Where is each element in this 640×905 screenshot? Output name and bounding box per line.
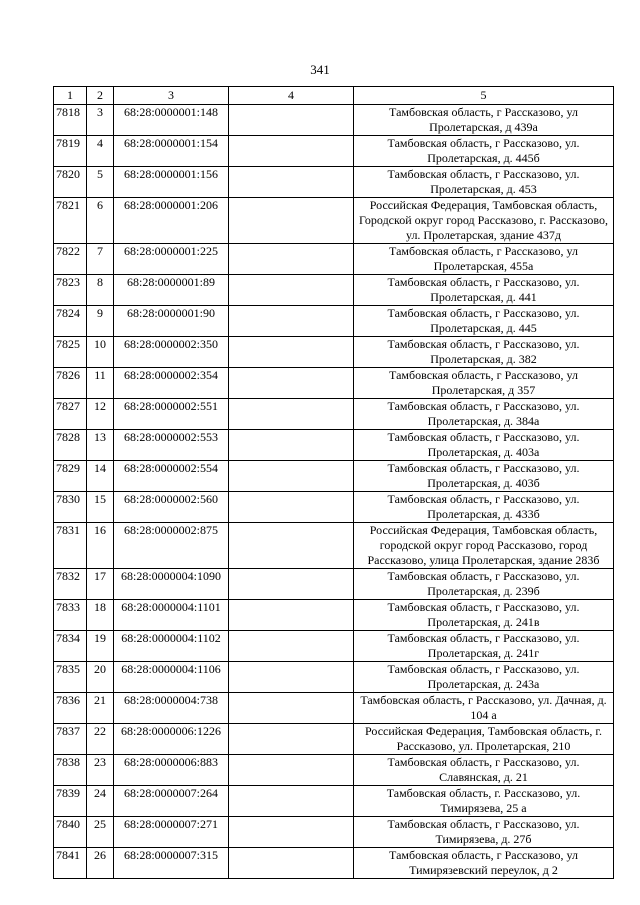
cadastral-number-cell: 68:28:0000001:206 [114, 198, 229, 244]
table-row [54, 600, 614, 631]
cadastral-number-cell: 68:28:0000006:883 [114, 755, 229, 786]
row-number-cell: 7827 [54, 399, 87, 430]
column-header: 1 [54, 87, 87, 105]
registry-table [53, 86, 614, 879]
column-header: 5 [354, 87, 614, 105]
row-index-cell: 7 [87, 244, 114, 275]
column-4-cell [229, 662, 354, 693]
table-row [54, 105, 614, 136]
column-4-cell [229, 399, 354, 430]
column-4-cell [229, 105, 354, 136]
row-number-cell: 7818 [54, 105, 87, 136]
column-4-cell [229, 368, 354, 399]
column-header: 4 [229, 87, 354, 105]
address-cell: Тамбовская область, г Рассказово, ул. Пролетарская, д. 403а [354, 430, 614, 461]
cadastral-number-cell: 68:28:0000004:1106 [114, 662, 229, 693]
table-row [54, 848, 614, 879]
row-index-cell: 4 [87, 136, 114, 167]
cadastral-number-cell: 68:28:0000004:1101 [114, 600, 229, 631]
cadastral-number-cell: 68:28:0000004:1090 [114, 569, 229, 600]
cadastral-number-cell: 68:28:0000001:89 [114, 275, 229, 306]
address-cell: Тамбовская область, г Рассказово, ул. Пролетарская, д. 403б [354, 461, 614, 492]
table-row [54, 817, 614, 848]
row-index-cell: 12 [87, 399, 114, 430]
address-cell: Тамбовская область, г Рассказово, ул. Пролетарская, д. 453 [354, 167, 614, 198]
column-4-cell [229, 724, 354, 755]
cadastral-number-cell: 68:28:0000001:225 [114, 244, 229, 275]
address-cell: Тамбовская область, г Рассказово, ул. Пролетарская, д. 384а [354, 399, 614, 430]
row-index-cell: 6 [87, 198, 114, 244]
column-4-cell [229, 848, 354, 879]
row-number-cell: 7837 [54, 724, 87, 755]
address-cell: Тамбовская область, г Рассказово, ул Пролетарская, 455а [354, 244, 614, 275]
column-4-cell [229, 244, 354, 275]
address-cell: Тамбовская область, г Рассказово, ул. Тимирязева, д. 27б [354, 817, 614, 848]
column-4-cell [229, 198, 354, 244]
row-number-cell: 7820 [54, 167, 87, 198]
row-number-cell: 7840 [54, 817, 87, 848]
row-index-cell: 13 [87, 430, 114, 461]
address-cell: Российская Федерация, Тамбовская область, городской округ город Рассказово, город Рассказово, улица Пролетарская, здание 283б [354, 523, 614, 569]
cadastral-number-cell: 68:28:0000007:315 [114, 848, 229, 879]
address-cell: Тамбовская область, г Рассказово, ул. Дачная, д. 104 а [354, 693, 614, 724]
cadastral-number-cell: 68:28:0000002:554 [114, 461, 229, 492]
row-index-cell: 14 [87, 461, 114, 492]
column-4-cell [229, 817, 354, 848]
row-index-cell: 17 [87, 569, 114, 600]
table-row [54, 136, 614, 167]
row-index-cell: 26 [87, 848, 114, 879]
row-index-cell: 16 [87, 523, 114, 569]
row-number-cell: 7829 [54, 461, 87, 492]
table-row [54, 693, 614, 724]
column-4-cell [229, 275, 354, 306]
column-4-cell [229, 337, 354, 368]
table-row [54, 569, 614, 600]
address-cell: Тамбовская область, г Рассказово, ул. Пролетарская, д. 243а [354, 662, 614, 693]
column-4-cell [229, 631, 354, 662]
address-cell: Тамбовская область, г Рассказово, ул. Пролетарская, д. 441 [354, 275, 614, 306]
address-cell: Тамбовская область, г Рассказово, ул Пролетарская, д 357 [354, 368, 614, 399]
column-header: 2 [87, 87, 114, 105]
address-cell: Тамбовская область, г Рассказово, ул. Пролетарская, д. 241в [354, 600, 614, 631]
cadastral-number-cell: 68:28:0000001:154 [114, 136, 229, 167]
row-index-cell: 18 [87, 600, 114, 631]
row-number-cell: 7828 [54, 430, 87, 461]
row-index-cell: 22 [87, 724, 114, 755]
column-header: 3 [114, 87, 229, 105]
cadastral-number-cell: 68:28:0000002:553 [114, 430, 229, 461]
table-row [54, 399, 614, 430]
address-cell: Тамбовская область, г Рассказово, ул. Пролетарская, д. 241г [354, 631, 614, 662]
row-number-cell: 7839 [54, 786, 87, 817]
row-number-cell: 7836 [54, 693, 87, 724]
table-row [54, 244, 614, 275]
row-number-cell: 7823 [54, 275, 87, 306]
row-index-cell: 5 [87, 167, 114, 198]
table-row [54, 523, 614, 569]
row-index-cell: 25 [87, 817, 114, 848]
cadastral-number-cell: 68:28:0000007:264 [114, 786, 229, 817]
row-number-cell: 7832 [54, 569, 87, 600]
row-number-cell: 7822 [54, 244, 87, 275]
column-4-cell [229, 430, 354, 461]
cadastral-number-cell: 68:28:0000001:148 [114, 105, 229, 136]
row-index-cell: 21 [87, 693, 114, 724]
cadastral-number-cell: 68:28:0000002:875 [114, 523, 229, 569]
table-row [54, 368, 614, 399]
row-number-cell: 7831 [54, 523, 87, 569]
row-index-cell: 15 [87, 492, 114, 523]
row-index-cell: 19 [87, 631, 114, 662]
column-4-cell [229, 693, 354, 724]
row-index-cell: 3 [87, 105, 114, 136]
table-row [54, 461, 614, 492]
cadastral-number-cell: 68:28:0000002:560 [114, 492, 229, 523]
row-number-cell: 7826 [54, 368, 87, 399]
row-number-cell: 7819 [54, 136, 87, 167]
row-number-cell: 7824 [54, 306, 87, 337]
row-number-cell: 7841 [54, 848, 87, 879]
row-index-cell: 10 [87, 337, 114, 368]
cadastral-number-cell: 68:28:0000001:90 [114, 306, 229, 337]
address-cell: Тамбовская область, г. Рассказово, ул. Тимирязева, 25 а [354, 786, 614, 817]
row-index-cell: 20 [87, 662, 114, 693]
column-4-cell [229, 306, 354, 337]
table-row [54, 755, 614, 786]
table-row [54, 306, 614, 337]
cadastral-number-cell: 68:28:0000004:1102 [114, 631, 229, 662]
address-cell: Тамбовская область, г Рассказово, ул. Пролетарская, д. 239б [354, 569, 614, 600]
table-header-row [54, 87, 614, 105]
cadastral-number-cell: 68:28:0000004:738 [114, 693, 229, 724]
row-index-cell: 24 [87, 786, 114, 817]
table-row [54, 631, 614, 662]
address-cell: Российская Федерация, Тамбовская область, Городской округ город Рассказово, г. Рассказово, ул. Пролетарская, здание 437д [354, 198, 614, 244]
row-number-cell: 7835 [54, 662, 87, 693]
row-number-cell: 7821 [54, 198, 87, 244]
table-row [54, 724, 614, 755]
row-number-cell: 7834 [54, 631, 87, 662]
cadastral-number-cell: 68:28:0000002:350 [114, 337, 229, 368]
address-cell: Тамбовская область, г Рассказово, ул. Пролетарская, д. 382 [354, 337, 614, 368]
table-row [54, 337, 614, 368]
row-number-cell: 7838 [54, 755, 87, 786]
table-row [54, 198, 614, 244]
column-4-cell [229, 569, 354, 600]
address-cell: Тамбовская область, г Рассказово, ул. Славянская, д. 21 [354, 755, 614, 786]
address-cell: Тамбовская область, г Рассказово, ул Тимирязевский переулок, д 2 [354, 848, 614, 879]
table-row [54, 786, 614, 817]
column-4-cell [229, 492, 354, 523]
cadastral-number-cell: 68:28:0000001:156 [114, 167, 229, 198]
address-cell: Тамбовская область, г Рассказово, ул. Пролетарская, д. 433б [354, 492, 614, 523]
table-row [54, 430, 614, 461]
row-number-cell: 7833 [54, 600, 87, 631]
address-cell: Тамбовская область, г Рассказово, ул. Пролетарская, д. 445 [354, 306, 614, 337]
row-number-cell: 7825 [54, 337, 87, 368]
address-cell: Тамбовская область, г Рассказово, ул Пролетарская, д 439а [354, 105, 614, 136]
column-4-cell [229, 523, 354, 569]
row-index-cell: 11 [87, 368, 114, 399]
column-4-cell [229, 136, 354, 167]
address-cell: Российская Федерация, Тамбовская область, г. Рассказово, ул. Пролетарская, 210 [354, 724, 614, 755]
address-cell: Тамбовская область, г Рассказово, ул. Пролетарская, д. 445б [354, 136, 614, 167]
column-4-cell [229, 167, 354, 198]
column-4-cell [229, 600, 354, 631]
column-4-cell [229, 786, 354, 817]
table-row [54, 492, 614, 523]
column-4-cell [229, 755, 354, 786]
row-index-cell: 23 [87, 755, 114, 786]
row-number-cell: 7830 [54, 492, 87, 523]
page-number: 341 [310, 62, 330, 77]
cadastral-number-cell: 68:28:0000002:551 [114, 399, 229, 430]
cadastral-number-cell: 68:28:0000007:271 [114, 817, 229, 848]
table-row [54, 275, 614, 306]
row-index-cell: 8 [87, 275, 114, 306]
column-4-cell [229, 461, 354, 492]
table-row [54, 167, 614, 198]
cadastral-number-cell: 68:28:0000006:1226 [114, 724, 229, 755]
row-index-cell: 9 [87, 306, 114, 337]
table-row [54, 662, 614, 693]
cadastral-number-cell: 68:28:0000002:354 [114, 368, 229, 399]
